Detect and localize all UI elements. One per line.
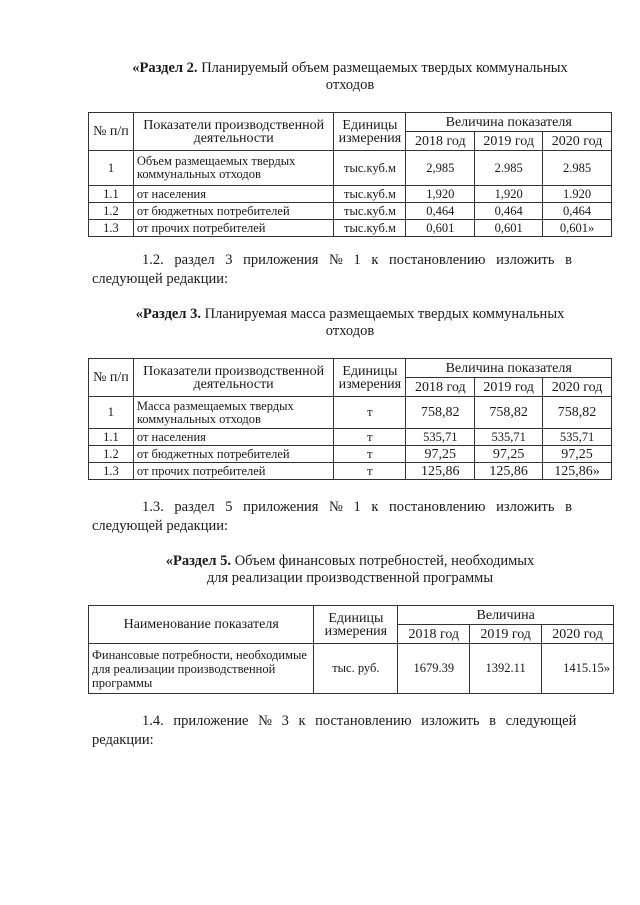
row-value: 758,82 [543,397,612,429]
row-value: 535,71 [543,429,612,446]
col-header-num: № п/п [89,113,134,151]
paragraph-1-3-text: 1.3. раздел 5 приложения № 1 к постановлению изложить в [142,499,572,515]
row-value: 1,920 [475,186,543,203]
row-value: 535,71 [475,429,543,446]
row-name: от прочих потребителей [133,220,334,237]
table-row [89,186,612,203]
row-value: 758,82 [475,397,543,429]
row-name: от населения [133,186,334,203]
row-num: 1 [89,151,134,186]
row-unit: тыс. руб. [314,644,398,694]
table-row [89,397,612,429]
section5-heading [90,553,610,587]
paragraph-1-3 [92,498,598,536]
row-unit: тыс.куб.м [334,203,406,220]
section3-heading-text: Планируемая масса размещаемых твердых коммунальных [201,306,565,322]
paragraph-1-3-line2: следующей редакции: [92,518,229,534]
col-header-units: Единицы измерения [334,113,406,151]
table-row [89,220,612,237]
col-header-indicator: Показатели производственной деятельности [133,113,334,151]
row-value: 1679.39 [398,644,470,694]
row-value: 97,25 [475,446,543,463]
row-value: 125,86 [406,463,475,480]
paragraph-1-4 [92,712,598,750]
row-value: 535,71 [406,429,475,446]
row-value: 125,86 [475,463,543,480]
row-value: 0,601 [475,220,543,237]
paragraph-1-2-line2: следующей редакции: [92,271,229,287]
row-value: 125,86» [543,463,612,480]
row-value: 2,985 [406,151,475,186]
table-row [89,203,612,220]
row-value: 0,601» [543,220,612,237]
row-unit: т [334,463,406,480]
row-value: 1,920 [406,186,475,203]
row-name: от бюджетных потребителей [133,446,334,463]
row-name: от прочих потребителей [133,463,334,480]
col-header-year: 2019 год [470,625,542,644]
row-unit: т [334,446,406,463]
row-num: 1.3 [89,463,134,480]
paragraph-1-4-line2: редакции: [92,732,154,748]
row-unit: тыс.куб.м [334,186,406,203]
section5-heading-text: Объем финансовых потребностей, необходимых [231,553,535,569]
section2-heading-text: Планируемый объем размещаемых твердых коммунальных [197,60,568,76]
section2-heading-bold: «Раздел 2. [132,60,198,76]
row-unit: т [334,397,406,429]
row-value: 758,82 [406,397,475,429]
row-value: 2.985 [475,151,543,186]
col-header-year: 2018 год [406,132,475,151]
section5-table [88,605,614,694]
section3-heading-line2: отходов [325,323,375,339]
col-header-units: Единицы измерения [334,359,406,397]
row-value: 97,25 [406,446,475,463]
section3-table [88,358,612,480]
row-name: от населения [133,429,334,446]
row-value: 0,601 [406,220,475,237]
row-name: от бюджетных потребителей [133,203,334,220]
row-name: Масса размещаемых твердых коммунальных отходов [133,397,334,429]
col-header-name: Наименование показателя [89,606,314,644]
table-row [89,446,612,463]
row-num: 1.3 [89,220,134,237]
table-row [89,644,614,694]
col-header-year: 2020 год [543,378,612,397]
table-row [89,151,612,186]
col-header-year: 2019 год [475,132,543,151]
row-num: 1.1 [89,429,134,446]
row-name: Финансовые потребности, необходимые для реализации производственной программы [89,644,314,694]
section5-heading-bold: «Раздел 5. [165,553,232,569]
col-header-indicator: Показатели производственной деятельности [133,359,334,397]
row-value: 1415.15» [542,644,614,694]
col-header-year: 2018 год [398,625,470,644]
col-header-value: Величина показателя [406,113,612,132]
paragraph-1-2-text: 1.2. раздел 3 приложения № 1 к постановлению изложить в [142,252,572,268]
row-value: 2.985 [543,151,612,186]
col-header-year: 2020 год [542,625,614,644]
table-row [89,463,612,480]
col-header-units: Единицы измерения [314,606,398,644]
row-name: Объем размещаемых твердых коммунальных отходов [133,151,334,186]
section2-heading [90,60,610,94]
row-num: 1.1 [89,186,134,203]
col-header-year: 2018 год [406,378,475,397]
row-num: 1 [89,397,134,429]
row-value: 0,464 [543,203,612,220]
col-header-value: Величина показателя [406,359,612,378]
paragraph-1-2 [92,251,598,289]
row-value: 97,25 [543,446,612,463]
col-header-num: № п/п [89,359,134,397]
row-value: 0,464 [475,203,543,220]
row-value: 0,464 [406,203,475,220]
section3-heading-bold: «Раздел 3. [135,306,201,322]
row-num: 1.2 [89,446,134,463]
row-unit: т [334,429,406,446]
col-header-year: 2020 год [543,132,612,151]
paragraph-1-4-text: 1.4. приложение № 3 к постановлению изложить в следующей [142,713,577,729]
table-row [89,429,612,446]
row-unit: тыс.куб.м [334,220,406,237]
section3-heading [90,306,610,340]
row-value: 1392.11 [470,644,542,694]
row-num: 1.2 [89,203,134,220]
section5-heading-line2: для реализации производственной программы [206,570,494,586]
col-header-value: Величина [398,606,614,625]
section2-heading-line2: отходов [325,77,375,93]
row-value: 1.920 [543,186,612,203]
col-header-year: 2019 год [475,378,543,397]
row-unit: тыс.куб.м [334,151,406,186]
section2-table [88,112,612,237]
